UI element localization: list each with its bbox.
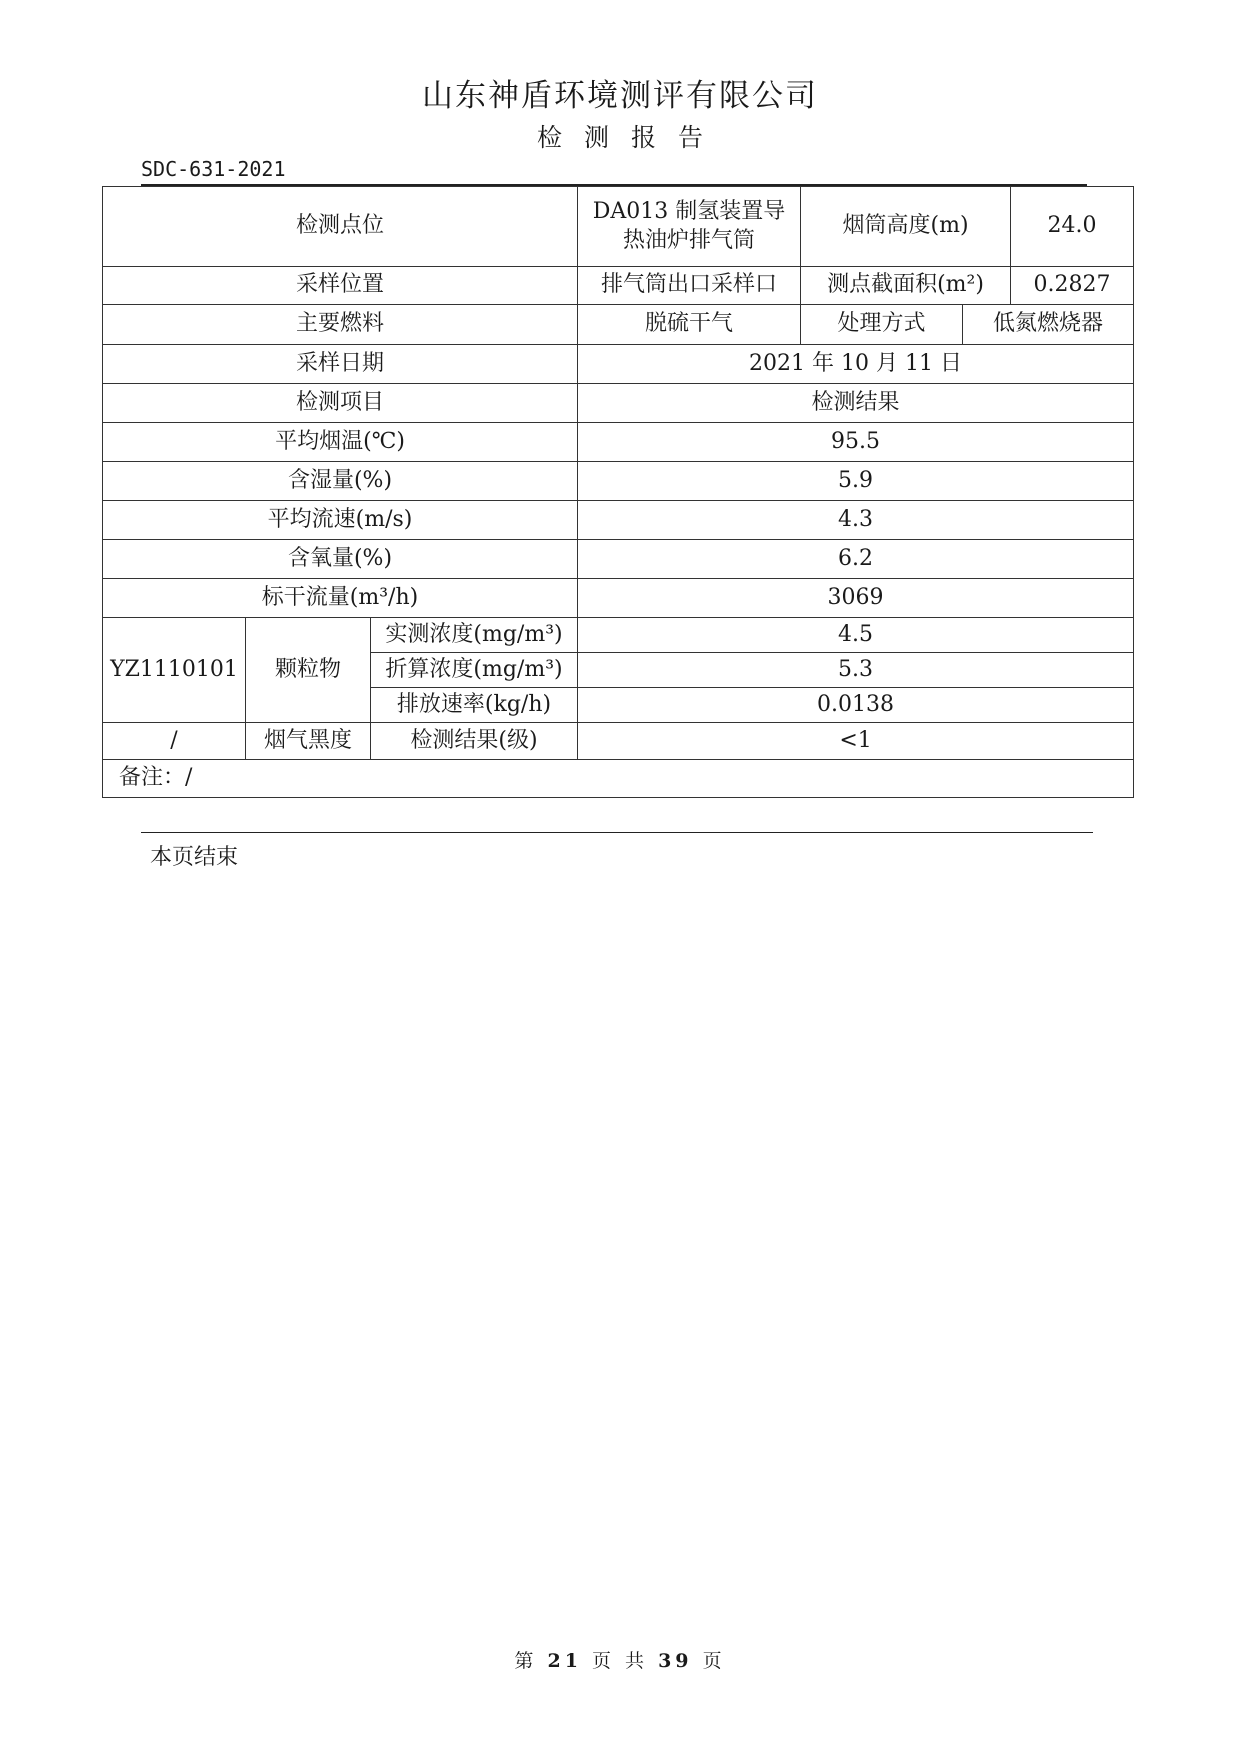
measure-label: 标干流量(m³/h) xyxy=(103,579,578,618)
blackness-id: / xyxy=(103,723,246,760)
point-value: DA013 制氢装置导热油炉排气筒 xyxy=(578,187,801,267)
measure-label: 平均烟温(℃) xyxy=(103,423,578,462)
measure-value: 3069 xyxy=(578,579,1134,618)
table-row xyxy=(103,760,1134,798)
treatment-label: 处理方式 xyxy=(801,305,963,345)
footer-word-1: 第 xyxy=(514,1650,538,1672)
particulate-label: 排放速率(kg/h) xyxy=(371,688,578,723)
item-header: 检测项目 xyxy=(103,384,578,423)
blackness-label: 检测结果(级) xyxy=(371,723,578,760)
stack-height-value: 24.0 xyxy=(1011,187,1134,267)
particulate-label: 折算浓度(mg/m³) xyxy=(371,653,578,688)
table-row xyxy=(103,345,1134,384)
fuel-label: 主要燃料 xyxy=(103,305,578,345)
point-label: 检测点位 xyxy=(103,187,578,267)
measure-label: 平均流速(m/s) xyxy=(103,501,578,540)
particulate-value: 5.3 xyxy=(578,653,1134,688)
report-table xyxy=(102,186,1134,798)
page-footer xyxy=(0,1646,1240,1673)
table-row xyxy=(103,423,1134,462)
sample-position-value: 排气筒出口采样口 xyxy=(578,267,801,305)
measure-value: 5.9 xyxy=(578,462,1134,501)
bottom-divider xyxy=(141,832,1093,833)
date-label: 采样日期 xyxy=(103,345,578,384)
particulate-id: YZ1110101 xyxy=(103,618,246,723)
measure-label: 含湿量(%) xyxy=(103,462,578,501)
table-row xyxy=(103,462,1134,501)
table-row xyxy=(103,579,1134,618)
table-row xyxy=(103,723,1134,760)
particulate-value: 4.5 xyxy=(578,618,1134,653)
measure-value: 95.5 xyxy=(578,423,1134,462)
blackness-name: 烟气黑度 xyxy=(246,723,371,760)
result-header: 检测结果 xyxy=(578,384,1134,423)
particulate-label: 实测浓度(mg/m³) xyxy=(371,618,578,653)
footer-word-2: 页 共 xyxy=(591,1650,649,1672)
footer-word-3: 页 xyxy=(702,1650,726,1672)
sample-position-label: 采样位置 xyxy=(103,267,578,305)
report-subtitle: 检测报告 xyxy=(536,123,725,152)
stack-height-label: 烟筒高度(m) xyxy=(801,187,1011,267)
particulate-value: 0.0138 xyxy=(578,688,1134,723)
particulate-name: 颗粒物 xyxy=(246,618,371,723)
blackness-value: <1 xyxy=(578,723,1134,760)
footer-total-pages: 39 xyxy=(658,1650,693,1672)
table-row xyxy=(103,618,1134,653)
footer-current-page: 21 xyxy=(547,1650,582,1672)
measure-value: 4.3 xyxy=(578,501,1134,540)
table-row xyxy=(103,540,1134,579)
table-row xyxy=(103,305,1134,345)
fuel-value: 脱硫干气 xyxy=(578,305,801,345)
report-table-container xyxy=(102,186,1133,798)
table-row xyxy=(103,384,1134,423)
measure-label: 含氧量(%) xyxy=(103,540,578,579)
section-area-label: 测点截面积(m²) xyxy=(801,267,1011,305)
section-area-value: 0.2827 xyxy=(1011,267,1134,305)
table-row xyxy=(103,501,1134,540)
measure-value: 6.2 xyxy=(578,540,1134,579)
report-code: SDC-631-2021 xyxy=(141,157,286,181)
company-name: 山东神盾环境测评有限公司 xyxy=(422,78,818,114)
table-row xyxy=(103,187,1134,267)
note-cell: 备注：/ xyxy=(103,760,1134,798)
date-value: 2021 年 10 月 11 日 xyxy=(578,345,1134,384)
page-end-text: 本页结束 xyxy=(150,845,239,870)
table-row xyxy=(103,267,1134,305)
treatment-value: 低氮燃烧器 xyxy=(963,305,1134,345)
